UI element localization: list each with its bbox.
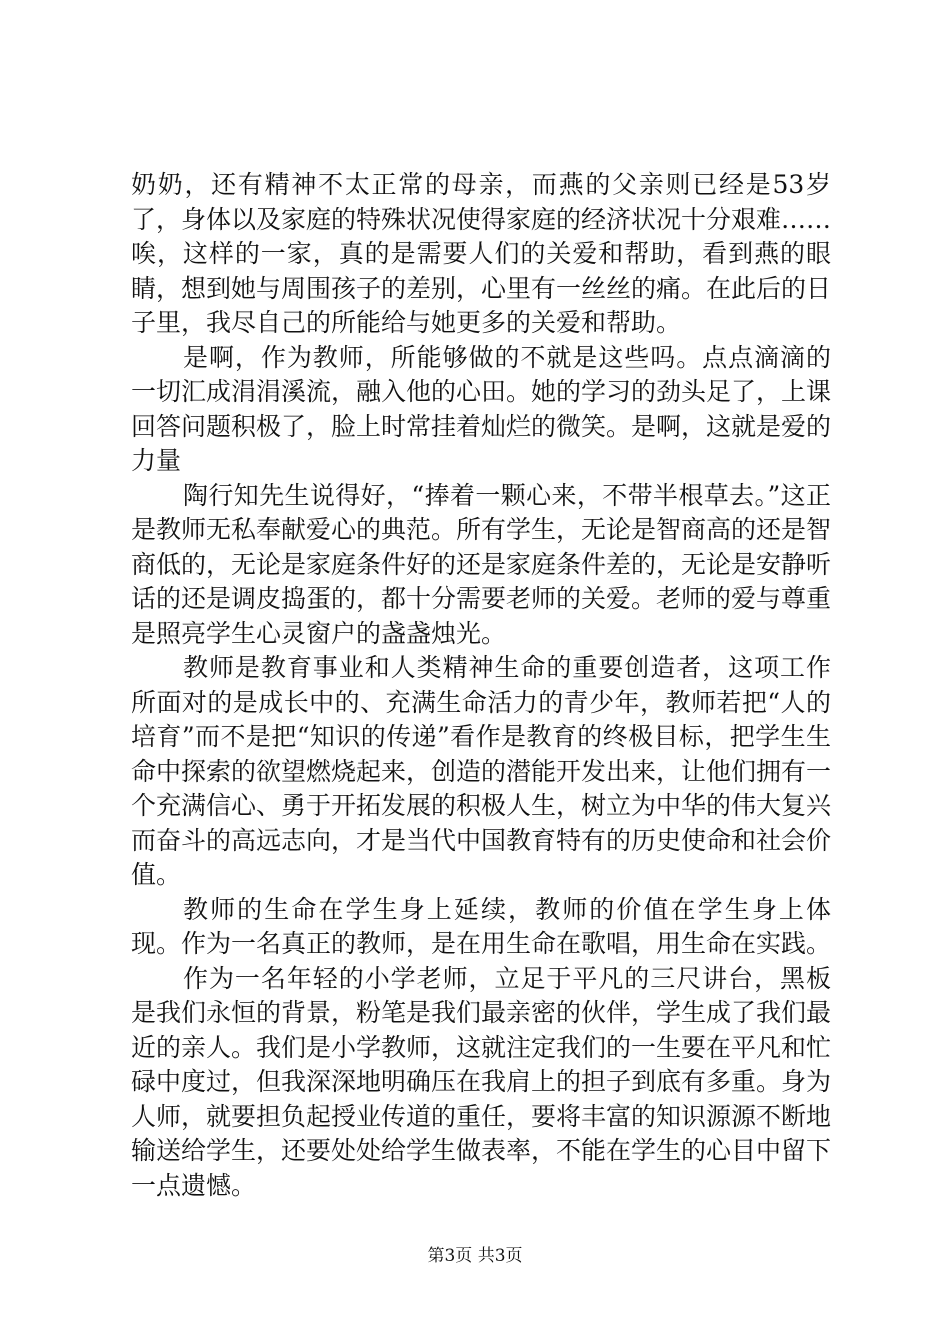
- paragraph-4: 教师是教育事业和人类精神生命的重要创造者，这项工作所面对的是成长中的、充满生命活力的青少年，教师若把“人的培育”而不是把“知识的传递”看作是教育的终极目标，把学生生命中探索的欲望燃烧起来，创造的潜能开发出来，让他们拥有一个充满信心、勇于开拓发展的积极人生，树立为中华的伟大复兴而奋斗的高远志向，才是当代中国教育特有的历史使命和社会价值。: [131, 653, 832, 889]
- paragraph-3: 陶行知先生说得好，“捧着一颗心来，不带半根草去。”这正是教师无私奉献爱心的典范。所有学生，无论是智商高的还是智商低的，无论是家庭条件好的还是家庭条件差的，无论是安静听话的还是调皮捣蛋的，都十分需要老师的关爱。老师的爱与尊重是照亮学生心灵窗户的盏盏烛光。: [131, 480, 832, 648]
- page-number: 第3页 共3页: [427, 1246, 523, 1266]
- paragraph-6: 作为一名年轻的小学老师，立足于平凡的三尺讲台，黑板是我们永恒的背景，粉笔是我们最亲密的伙伴，学生成了我们最近的亲人。我们是小学教师，这就注定我们的一生要在平凡和忙碌中度过，但我深深地明确压在我肩上的担子到底有多重。身为人师，就要担负起授业传道的重任，要将丰富的知识源源不断地输送给学生，还要处处给学生做表率，不能在学生的心目中留下一点遗憾。: [131, 963, 832, 1200]
- page-footer: [0, 1245, 950, 1267]
- paragraph-5: 教师的生命在学生身上延续，教师的价值在学生身上体现。作为一名真正的教师，是在用生命在歌唱，用生命在实践。: [131, 894, 832, 958]
- paragraph-1: 奶奶，还有精神不太正常的母亲，而燕的父亲则已经是53岁了，身体以及家庭的特殊状况使得家庭的经济状况十分艰难……唉，这样的一家，真的是需要人们的关爱和帮助，看到燕的眼睛，想到她与周围孩子的差别，心里有一丝丝的痛。在此后的日子里，我尽自己的所能给与她更多的关爱和帮助。: [131, 170, 832, 337]
- document-body: [131, 168, 831, 1203]
- paragraph-2: 是啊，作为教师，所能够做的不就是这些吗。点点滴滴的一切汇成涓涓溪流，融入他的心田。她的学习的劲头足了，上课回答问题积极了，脸上时常挂着灿烂的微笑。是啊，这就是爱的力量: [131, 342, 832, 475]
